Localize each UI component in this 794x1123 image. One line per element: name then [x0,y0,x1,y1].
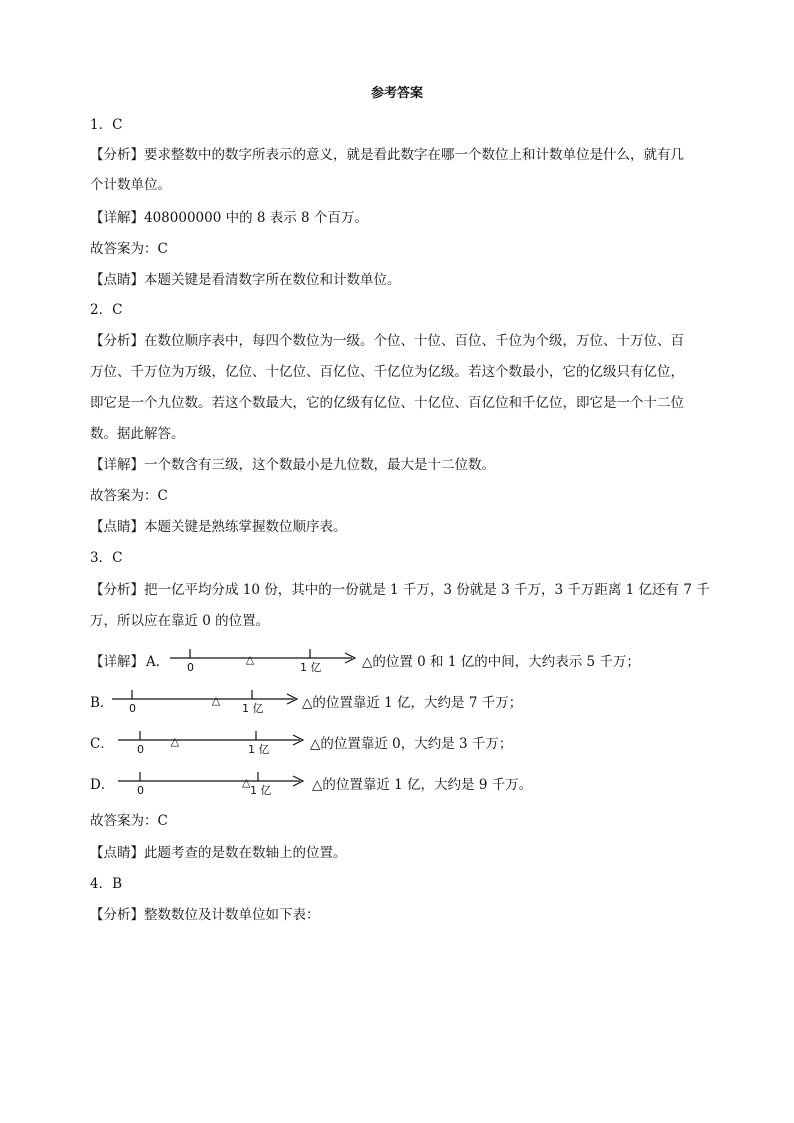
page-title: 参考答案 [370,86,423,101]
q3-option-a [90,646,720,674]
option-b-number-line [112,687,312,715]
q1-detail: 【详解】408000000 中的 8 表示 8 个百万。 [90,210,368,226]
option-b-text: △的位置靠近 1 亿，大约是 7 千万； [302,695,523,711]
q3-detail-prefix: 【详解】 [90,654,144,670]
q2-detail: 【详解】一个数含有三级，这个数最小是九位数，最大是十二位数。 [90,457,495,473]
q1-number: 1．C [90,117,123,133]
q1-comment: 【点睛】本题关键是看清数字所在数位和计数单位。 [90,272,401,288]
triangle-marker: △ [170,735,180,748]
zero-label: 0 [187,661,194,674]
q1-analysis-line-2: 个计数单位。 [90,177,171,193]
option-d-number-line [118,769,318,797]
triangle-marker: △ [211,694,221,707]
option-c-label: C． [90,736,114,752]
yi-label: 1 亿 [250,784,272,797]
q3-analysis-line-1: 【分析】把一亿平均分成 10 份，其中的一份就是 1 千万，3 份就是 3 千万，3 千万距离 1 亿还有 7 千 [90,582,710,598]
yi-label: 1 亿 [242,702,264,715]
q2-answer: 故答案为：C [90,488,168,504]
yi-label: 1 亿 [300,661,322,674]
q4-analysis-line-1: 【分析】整数数位及计数单位如下表： [90,907,320,923]
option-a-text: △的位置 0 和 1 亿的中间，大约表示 5 千万； [362,654,640,670]
zero-label: 0 [137,784,144,797]
q1-answer: 故答案为：C [90,241,168,257]
option-b-label: B． [90,695,114,711]
q1-analysis-line-1: 【分析】要求整数中的数字所表示的意义，就是看此数字在哪一个数位上和计数单位是什么，就有几 [90,147,684,163]
q3-option-c [90,728,720,756]
q3-analysis-line-2: 万，所以应在靠近 0 的位置。 [90,613,270,629]
q4-number: 4．B [90,876,123,892]
option-c-text: △的位置靠近 0，大约是 3 千万； [310,736,513,752]
triangle-marker: △ [245,653,255,666]
option-d-label: D． [90,777,115,793]
option-a-label: A． [146,654,170,670]
q2-analysis-line-3: 即它是一个九位数。若这个数最大，它的亿级有亿位、十亿位、百亿位和千亿位，即它是一个十二位 [90,395,684,411]
option-a-number-line [170,646,370,674]
q2-analysis-line-4: 数。据此解答。 [90,426,185,442]
q3-number: 3．C [90,550,123,566]
q3-option-b [90,687,720,715]
q3-answer: 故答案为：C [90,813,168,829]
q2-analysis-line-1: 【分析】在数位顺序表中，每四个数位为一级。个位、十位、百位、千位为个级，万位、十万位、百 [90,333,684,349]
q3-option-d [90,769,720,797]
option-d-text: △的位置靠近 1 亿，大约是 9 千万。 [312,777,533,793]
option-c-number-line [118,728,318,756]
q2-analysis-line-2: 万位、千万位为万级，亿位、十亿位、百亿位、千亿位为亿级。若这个数最小，它的亿级只有亿位， [90,364,684,380]
zero-label: 0 [129,702,136,715]
triangle-marker: △ [241,776,251,789]
zero-label: 0 [137,743,144,756]
q2-number: 2．C [90,302,123,318]
q3-comment: 【点睛】此题考查的是数在数轴上的位置。 [90,845,347,861]
q2-comment: 【点睛】本题关键是熟练掌握数位顺序表。 [90,519,347,535]
yi-label: 1 亿 [248,743,270,756]
